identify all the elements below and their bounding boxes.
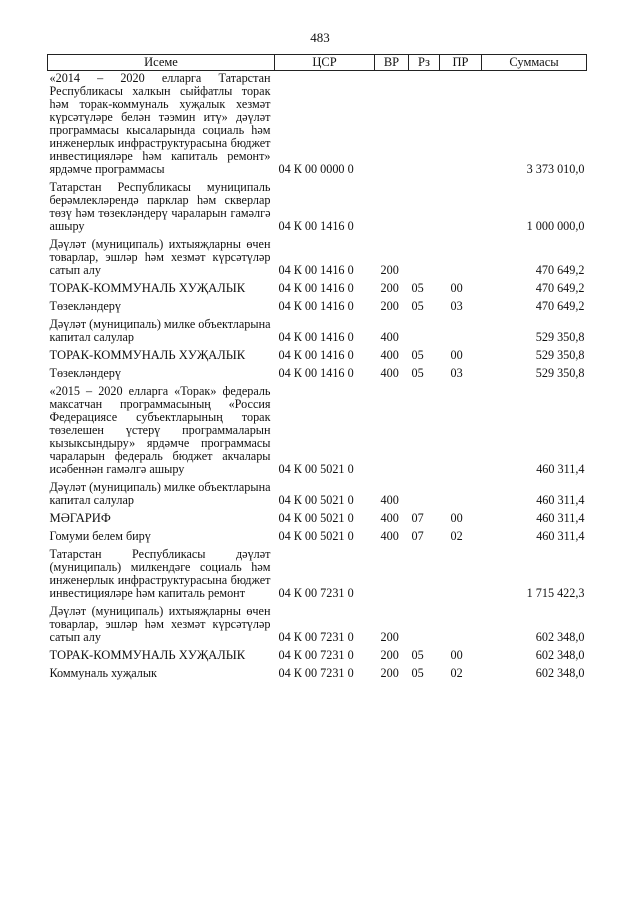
cell-sum: 602 348,0 (535, 630, 585, 644)
cell-vr (375, 384, 409, 480)
cell-pr: 00 (450, 348, 463, 362)
cell-csr: 04 К 00 5021 0 (278, 493, 354, 507)
table-row (48, 648, 587, 666)
cell-pr: 03 (450, 366, 463, 380)
cell-vr (375, 71, 409, 181)
cell-rz: 05 (411, 366, 424, 380)
table-row (48, 384, 587, 480)
cell-csr: 04 К 00 1416 0 (278, 299, 354, 313)
cell-csr: 04 К 00 7231 0 (278, 666, 354, 680)
cell-csr: 04 К 00 1416 0 (278, 348, 354, 362)
cell-vr: 400 (380, 366, 399, 380)
cell-vr: 200 (380, 263, 399, 277)
cell-vr (375, 547, 409, 604)
cell-sum: 470 649,2 (535, 299, 585, 313)
cell-csr: 04 К 00 1416 0 (278, 330, 354, 344)
cell-csr: 04 К 00 5021 0 (278, 511, 354, 525)
cell-pr (440, 237, 482, 281)
table-row (48, 366, 587, 384)
cell-rz (409, 237, 440, 281)
cell-vr: 400 (380, 330, 399, 344)
table-row (48, 666, 587, 684)
table-row (48, 71, 587, 181)
cell-rz: 05 (411, 281, 424, 295)
cell-pr (440, 180, 482, 237)
table-row (48, 480, 587, 511)
table-body (48, 71, 587, 685)
cell-rz (409, 547, 440, 604)
cell-sum: 460 311,4 (536, 462, 585, 476)
cell-name: ТОРАК-КОММУНАЛЬ ХУҖАЛЫК (49, 348, 246, 362)
cell-sum: 470 649,2 (535, 263, 585, 277)
cell-pr: 03 (450, 299, 463, 313)
table-row (48, 511, 587, 529)
table-row (48, 529, 587, 547)
cell-rz: 05 (411, 299, 424, 313)
cell-csr: 04 К 00 1416 0 (278, 263, 354, 277)
cell-rz: 07 (411, 511, 424, 525)
cell-pr (440, 604, 482, 648)
cell-pr (440, 71, 482, 181)
cell-pr: 00 (450, 648, 463, 662)
cell-sum: 602 348,0 (535, 666, 585, 680)
cell-sum: 460 311,4 (536, 511, 585, 525)
cell-pr (440, 547, 482, 604)
cell-pr (440, 384, 482, 480)
cell-name: ТОРАК-КОММУНАЛЬ ХУҖАЛЫК (49, 648, 246, 662)
cell-sum: 529 350,8 (535, 348, 585, 362)
table-row (48, 604, 587, 648)
cell-csr: 04 К 00 7231 0 (278, 586, 354, 600)
cell-rz (409, 71, 440, 181)
table-row (48, 237, 587, 281)
cell-rz: 05 (411, 648, 424, 662)
cell-sum: 602 348,0 (535, 648, 585, 662)
table-row (48, 348, 587, 366)
cell-pr: 02 (450, 529, 463, 543)
cell-sum: 1 000 000,0 (526, 219, 585, 233)
header-pr: ПР (440, 55, 482, 71)
cell-name: Төзекләндерү (49, 366, 121, 380)
table-header (48, 55, 587, 71)
cell-sum: 529 350,8 (535, 330, 585, 344)
cell-name: Төзекләндерү (49, 299, 121, 313)
cell-name: «2015 – 2020 елларга «Торак» федераль максатчан программасының «Россия Федерациясе субъектларының торак төзелешен үстерү программаларын кызыксындыру» ярдәмче программасы чараларын федераль бюджет акчалары исәбеннән гамәлгә ашыру (49, 384, 271, 476)
cell-name: Коммуналь хуҗалык (49, 666, 157, 680)
cell-vr: 400 (380, 511, 399, 525)
header-vr: ВР (375, 55, 409, 71)
cell-name: Дәүләт (муниципаль) милке объектларына капитал салулар (49, 317, 271, 344)
cell-pr: 02 (450, 666, 463, 680)
table-row (48, 281, 587, 299)
cell-rz: 07 (411, 529, 424, 543)
cell-pr: 00 (450, 281, 463, 295)
budget-table (47, 54, 587, 684)
cell-pr: 00 (450, 511, 463, 525)
cell-vr: 200 (380, 281, 399, 295)
cell-pr (440, 317, 482, 348)
cell-rz (409, 384, 440, 480)
cell-name: Татарстан Республикасы муниципаль берәмлекләрендә парклар һәм скверлар төзү һәм төзекләндерү чараларын гамәлгә ашыру (49, 180, 271, 233)
cell-rz: 05 (411, 348, 424, 362)
cell-rz (409, 317, 440, 348)
cell-csr: 04 К 00 5021 0 (278, 462, 354, 476)
cell-pr (440, 480, 482, 511)
cell-csr: 04 К 00 7231 0 (278, 630, 354, 644)
cell-name: МӘГАРИФ (49, 511, 111, 525)
cell-rz (409, 480, 440, 511)
cell-sum: 3 373 010,0 (526, 162, 585, 176)
cell-vr (375, 180, 409, 237)
cell-sum: 470 649,2 (535, 281, 585, 295)
cell-name: Дәүләт (муниципаль) ихтыяҗларны өчен товарлар, эшләр һәм хезмәт күрсәтүләр сатып алу (49, 604, 271, 644)
header-csr: ЦСР (275, 55, 375, 71)
cell-vr: 200 (380, 630, 399, 644)
cell-rz (409, 180, 440, 237)
table-row (48, 180, 587, 237)
cell-vr: 400 (380, 529, 399, 543)
header-sum: Суммасы (482, 55, 587, 71)
table-row (48, 547, 587, 604)
table-row (48, 299, 587, 317)
cell-sum: 460 311,4 (536, 529, 585, 543)
cell-csr: 04 К 00 1416 0 (278, 281, 354, 295)
cell-rz (409, 604, 440, 648)
cell-vr: 400 (380, 493, 399, 507)
cell-name: ТОРАК-КОММУНАЛЬ ХУҖАЛЫК (49, 281, 246, 295)
cell-sum: 1 715 422,3 (526, 586, 585, 600)
table-row (48, 317, 587, 348)
cell-vr: 200 (380, 299, 399, 313)
cell-name: Дәүләт (муниципаль) милке объектларына капитал салулар (49, 480, 271, 507)
cell-vr: 200 (380, 666, 399, 680)
cell-sum: 529 350,8 (535, 366, 585, 380)
cell-csr: 04 К 00 1416 0 (278, 219, 354, 233)
cell-csr: 04 К 00 5021 0 (278, 529, 354, 543)
page-number: 483 (310, 30, 330, 45)
cell-name: Дәүләт (муниципаль) ихтыяҗларны өчен товарлар, эшләр һәм хезмәт күрсәтүләр сатып алу (49, 237, 271, 277)
cell-vr: 400 (380, 348, 399, 362)
cell-name: Татарстан Республикасы дәүләт (муниципаль) милкендәге социаль һәм инженерлык инфраструктурасына бюджет инвестицияләре һәм капиталь ремонт (49, 547, 271, 600)
cell-csr: 04 К 00 1416 0 (278, 366, 354, 380)
cell-csr: 04 К 00 0000 0 (278, 162, 354, 176)
header-rz: Рз (409, 55, 440, 71)
cell-rz: 05 (411, 666, 424, 680)
cell-sum: 460 311,4 (536, 493, 585, 507)
cell-vr: 200 (380, 648, 399, 662)
cell-csr: 04 К 00 7231 0 (278, 648, 354, 662)
cell-name: «2014 – 2020 елларга Татарстан Республикасы халкын сыйфатлы торак һәм торак-коммуналь хуҗалык хезмәт күрсәтүләре белән тәэмин итү» дәүләт программасы кысаларында социаль һәм инженерлык инфраструктурасына бюджет инвестицияләре һәм капиталь ремонт» ярдәмче программасы (49, 71, 271, 176)
header-name: Исеме (48, 55, 275, 71)
cell-name: Гомуми белем бирү (49, 529, 151, 543)
